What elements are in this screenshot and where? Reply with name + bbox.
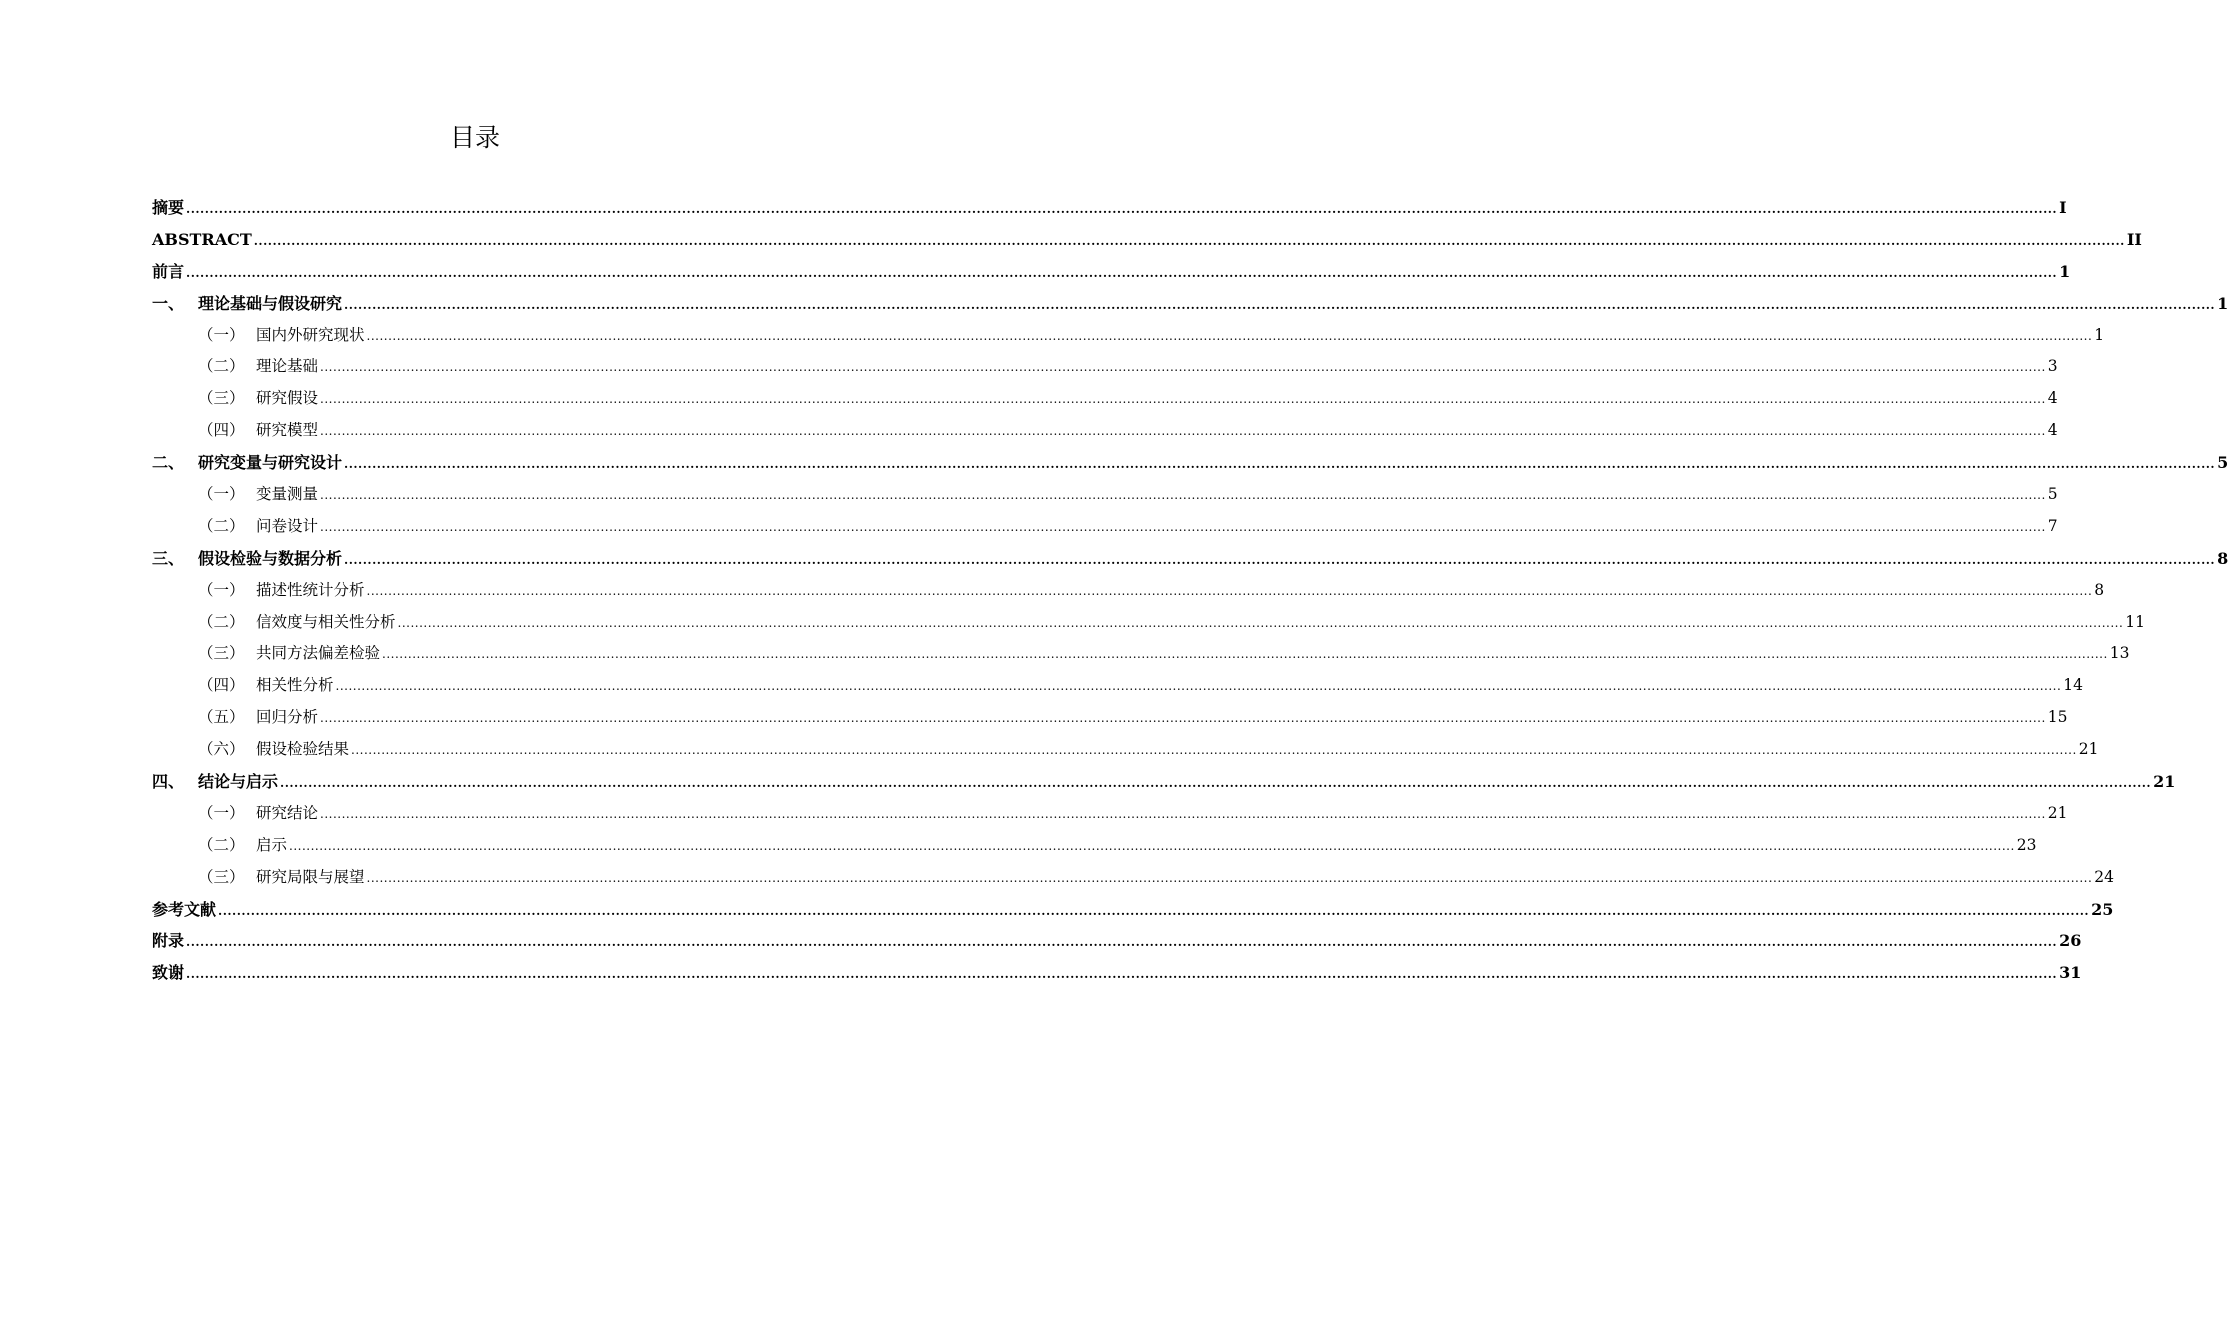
toc-entry-label: 摘要 <box>152 198 185 217</box>
toc-dot-leader: ................................................................................................................................................................................................................................................................................................................................................................................................................ <box>320 519 2046 534</box>
toc-entry-number: 三、 <box>152 548 185 568</box>
toc-dot-leader: ................................................................................................................................................................................................................................................................................................................................................................................................................ <box>335 679 2062 694</box>
toc-entry-number: （一） <box>198 803 245 822</box>
toc-entry[interactable] <box>152 607 2146 639</box>
toc-dot-leader: ................................................................................................................................................................................................................................................................................................................................................................................................................ <box>186 265 2058 280</box>
toc-entry-page: 13 <box>2109 644 2130 663</box>
toc-entry-number: （五） <box>198 708 245 727</box>
toc-dot-leader: ................................................................................................................................................................................................................................................................................................................................................................................................................ <box>366 328 2093 343</box>
toc-entry-page: 31 <box>2059 963 2082 983</box>
toc-entry-page: 21 <box>2078 740 2099 759</box>
toc-entry-label: 前言 <box>152 261 185 281</box>
toc-entry-label: 研究模型 <box>256 421 319 440</box>
toc-entry-number: （三） <box>198 644 245 663</box>
toc-entry[interactable] <box>152 543 2228 575</box>
toc-entry-number: （四） <box>198 421 245 440</box>
toc-entry-number: （四） <box>198 676 245 695</box>
toc-entry-number: （一） <box>198 580 245 599</box>
toc-dot-leader: ................................................................................................................................................................................................................................................................................................................................................................................................................ <box>344 457 2216 472</box>
toc-entry-page: 26 <box>2059 931 2082 951</box>
toc-dot-leader: ................................................................................................................................................................................................................................................................................................................................................................................................................ <box>320 711 2046 726</box>
toc-entry-number: （一） <box>198 485 245 504</box>
toc-entry[interactable] <box>152 447 2228 479</box>
toc-dot-leader: ................................................................................................................................................................................................................................................................................................................................................................................................................ <box>351 743 2077 758</box>
toc-entry-label: 研究变量与研究设计 <box>198 453 343 473</box>
toc-entry-label: 理论基础 <box>256 357 319 376</box>
toc-entry-label: ABSTRACT <box>152 229 252 249</box>
toc-dot-leader: ................................................................................................................................................................................................................................................................................................................................................................................................................ <box>382 647 2108 662</box>
toc-entry-label: 结论与启示 <box>198 772 279 792</box>
toc-entry-page: 5 <box>2217 453 2228 473</box>
toc-entry-number: （二） <box>198 835 245 854</box>
toc-entry-label: 研究结论 <box>256 803 319 822</box>
toc-entry-page: 25 <box>2091 899 2114 919</box>
toc-entry[interactable] <box>152 511 2058 543</box>
toc-entry-page: 4 <box>2047 421 2058 440</box>
toc-entry-number: （二） <box>198 357 245 376</box>
toc-entry-label: 研究假设 <box>256 389 319 408</box>
toc-entry[interactable] <box>152 288 2228 320</box>
toc-entry[interactable] <box>152 638 2130 670</box>
toc-entry-number: （二） <box>198 516 245 535</box>
toc-entry[interactable] <box>152 192 2067 224</box>
toc-dot-leader: ................................................................................................................................................................................................................................................................................................................................................................................................................ <box>186 967 2058 982</box>
toc-entry-page: 7 <box>2047 516 2058 535</box>
toc-entry-page: 1 <box>2094 325 2105 344</box>
toc-dot-leader: ................................................................................................................................................................................................................................................................................................................................................................................................................ <box>320 392 2046 407</box>
toc-entry[interactable] <box>152 734 2099 766</box>
toc-entry-label: 回归分析 <box>256 708 319 727</box>
toc-entry[interactable] <box>152 320 2105 352</box>
toc-dot-leader: ................................................................................................................................................................................................................................................................................................................................................................................................................ <box>186 935 2058 950</box>
toc-dot-leader: ................................................................................................................................................................................................................................................................................................................................................................................................................ <box>366 583 2093 598</box>
toc-dot-leader: ................................................................................................................................................................................................................................................................................................................................................................................................................ <box>397 615 2124 630</box>
toc-dot-leader: ................................................................................................................................................................................................................................................................................................................................................................................................................ <box>218 903 2090 918</box>
toc-entry-label: 附录 <box>152 931 185 951</box>
toc-entry-label: 描述性统计分析 <box>256 580 365 599</box>
toc-dot-leader: ................................................................................................................................................................................................................................................................................................................................................................................................................ <box>253 233 2125 248</box>
toc-entry-page: 24 <box>2094 867 2115 886</box>
toc-entry-label: 共同方法偏差检验 <box>256 644 381 663</box>
toc-entry[interactable] <box>152 894 2114 926</box>
toc-entry-number: （三） <box>198 389 245 408</box>
toc-entry-page: 8 <box>2094 580 2105 599</box>
toc-entry-page: 3 <box>2047 357 2058 376</box>
toc-entry-number: （二） <box>198 612 245 631</box>
toc-entry[interactable] <box>152 415 2058 447</box>
toc-entry[interactable] <box>152 925 2082 957</box>
toc-entry[interactable] <box>152 670 2084 702</box>
toc-dot-leader: ................................................................................................................................................................................................................................................................................................................................................................................................................ <box>320 806 2046 821</box>
toc-entry-page: II <box>2126 229 2142 249</box>
toc-dot-leader: ................................................................................................................................................................................................................................................................................................................................................................................................................ <box>344 297 2216 312</box>
toc-entry-page: 23 <box>2016 835 2037 854</box>
toc-entry[interactable] <box>152 224 2142 256</box>
toc-dot-leader: ................................................................................................................................................................................................................................................................................................................................................................................................................ <box>280 776 2152 791</box>
toc-entry-number: 一、 <box>152 293 185 313</box>
toc-entry-page: 21 <box>2153 772 2176 792</box>
toc-entry[interactable] <box>152 862 2115 894</box>
toc-dot-leader: ................................................................................................................................................................................................................................................................................................................................................................................................................ <box>186 202 2058 216</box>
toc-title: 目录 <box>449 123 500 152</box>
toc-entry-page: I <box>2059 198 2067 217</box>
toc-dot-leader: ................................................................................................................................................................................................................................................................................................................................................................................................................ <box>289 838 2015 853</box>
toc-entry[interactable] <box>152 351 2058 383</box>
toc-dot-leader: ................................................................................................................................................................................................................................................................................................................................................................................................................ <box>320 488 2046 503</box>
toc-entry-label: 变量测量 <box>256 485 319 504</box>
toc-entry-label: 参考文献 <box>152 899 217 919</box>
toc-entry-page: 8 <box>2217 548 2228 568</box>
toc-entry-label: 假设检验与数据分析 <box>198 548 343 568</box>
toc-dot-leader: ................................................................................................................................................................................................................................................................................................................................................................................................................ <box>320 360 2046 375</box>
toc-dot-leader: ................................................................................................................................................................................................................................................................................................................................................................................................................ <box>320 424 2046 439</box>
toc-entry[interactable] <box>152 766 2176 798</box>
toc-entry[interactable] <box>152 256 2071 288</box>
toc-entry-page: 21 <box>2047 803 2068 822</box>
toc-entry-label: 问卷设计 <box>256 516 319 535</box>
toc-entry-page: 14 <box>2063 676 2084 695</box>
toc-entry-page: 1 <box>2217 293 2228 313</box>
toc-entry[interactable] <box>152 479 2058 511</box>
toc-entry-number: （一） <box>198 325 245 344</box>
toc-entry-label: 国内外研究现状 <box>256 325 365 344</box>
toc-entry-label: 假设检验结果 <box>256 740 350 759</box>
toc-dot-leader: ................................................................................................................................................................................................................................................................................................................................................................................................................ <box>366 870 2093 885</box>
toc-entry[interactable] <box>152 383 2058 415</box>
toc-entry-page: 5 <box>2047 485 2058 504</box>
toc-entry-page: 11 <box>2125 612 2146 631</box>
toc-entry-label: 致谢 <box>152 963 185 983</box>
toc-entry-label: 研究局限与展望 <box>256 867 365 886</box>
toc-entry-page: 15 <box>2047 708 2068 727</box>
toc-entry-number: （六） <box>198 740 245 759</box>
toc-entry[interactable] <box>152 830 2037 862</box>
toc-list <box>152 192 2228 989</box>
toc-entry[interactable] <box>152 957 2082 989</box>
toc-entry-number: 四、 <box>152 772 185 792</box>
toc-entry-page: 4 <box>2047 389 2058 408</box>
toc-entry[interactable] <box>152 798 2068 830</box>
toc-entry-number: 二、 <box>152 453 185 473</box>
toc-entry-label: 相关性分析 <box>256 676 334 695</box>
toc-dot-leader: ................................................................................................................................................................................................................................................................................................................................................................................................................ <box>344 552 2216 567</box>
toc-entry-label: 启示 <box>256 835 288 854</box>
toc-entry-label: 理论基础与假设研究 <box>198 293 343 313</box>
toc-entry-number: （三） <box>198 867 245 886</box>
toc-entry[interactable] <box>152 575 2105 607</box>
toc-entry-label: 信效度与相关性分析 <box>256 612 396 631</box>
toc-entry[interactable] <box>152 702 2068 734</box>
toc-entry-page: 1 <box>2059 261 2071 281</box>
